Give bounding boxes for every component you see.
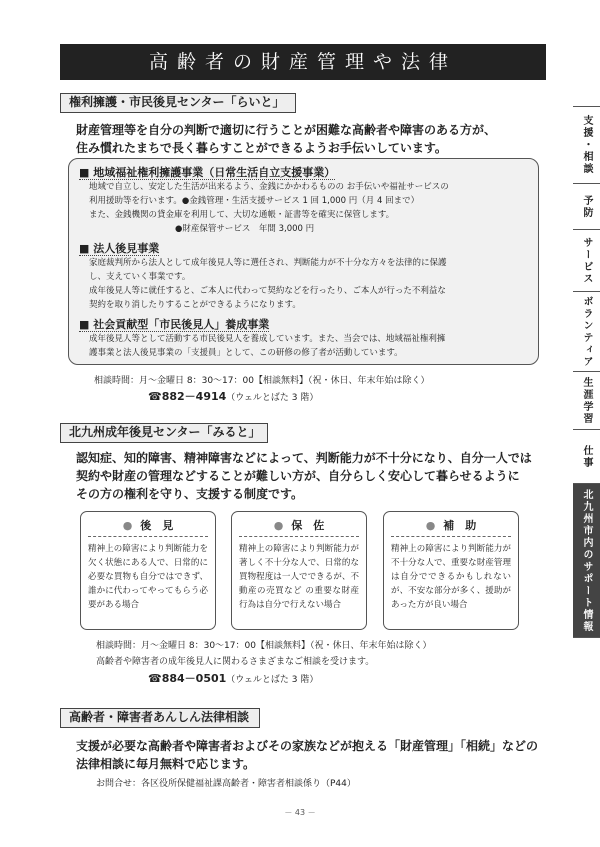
tel-note: （ウェルとばた 3 階）	[226, 675, 319, 685]
tab-lifelong-learning[interactable]: 生涯学習	[573, 372, 600, 430]
bullet-icon: ●	[122, 519, 133, 532]
service-heading: ■ 社会貢献型「市民後見人」養成事業	[79, 318, 270, 331]
section-lead-raito	[76, 121, 496, 157]
lead-line: 契約や財産の管理などすることが難しい方が、自分らしく安心して暮らせるように	[76, 469, 520, 483]
service-text: 家庭裁判所から法人として成年後見人等に選任され、判断能力が不十分な方々を法律的に保護	[89, 258, 447, 268]
section-lead-miruto	[76, 449, 532, 503]
tab-work[interactable]: 仕事	[573, 430, 600, 484]
phone-number: ☎882－4914	[148, 390, 227, 403]
service-block	[79, 165, 528, 236]
service-heading: ■ 法人後見事業	[79, 242, 160, 255]
consult-hours: 相談時間：月～金曜日 8：30～17：00【相談無料】（祝・休日、年末年始は除く）	[96, 641, 432, 651]
lead-line: 財産管理等を自分の判断で適切に行うことが困難な高齢者や障害のある方が、	[76, 123, 497, 137]
tab-support[interactable]: 支援・相談	[573, 106, 600, 184]
lead-line: 法律相談に毎月無料で応じます。	[76, 757, 256, 771]
side-tabs	[573, 106, 600, 638]
tab-kitakyushu-support[interactable]: 北九州市内のサポート情報	[573, 484, 600, 638]
consult-note: 高齢者や障害者の成年後見人に関わるさまざまなご相談を受けます。	[96, 657, 375, 667]
contact-tel	[148, 389, 318, 406]
section-lead-legal	[76, 737, 538, 773]
card-title: ● 補 助	[391, 517, 511, 537]
services-box	[68, 158, 539, 365]
service-text: 護事業と法人後見事業の「支援員」として、この研修の修了者が活動しています。	[89, 348, 403, 358]
card-title: ● 保 佐	[239, 517, 359, 537]
service-block	[79, 317, 528, 360]
service-text: 地域で自立し、安定した生活が出来るよう、金銭にかかわるものの お手伝いや福祉サービスの	[89, 182, 449, 192]
contact-info: お問合せ：各区役所保健福祉課高齢者・障害者相談係り（P44）	[96, 779, 356, 789]
section-title-legal: 高齢者・障害者あんしん法律相談	[60, 708, 260, 728]
card-text: 精神上の障害により判断能力が不十分な人で、重要な財産管理は自分でできるかもしれないが、不安な部分が多く、援助があった方が良い場合	[391, 544, 511, 610]
service-text: 契約を取り消したりすることができるようになります。	[89, 300, 301, 310]
consult-hours: 相談時間：月～金曜日 8：30～17：00【相談無料】（祝・休日、年末年始は除く）	[94, 376, 430, 386]
lead-line: 認知症、知的障害、精神障害などによって、判断能力が不十分になり、自分一人では	[76, 451, 532, 465]
tel-note: （ウェルとばた 3 階）	[226, 393, 319, 403]
bullet-icon: ●	[425, 519, 436, 532]
lead-line: 住み慣れたまちで長く暮らすことができるようお手伝いしています。	[76, 141, 447, 155]
service-heading: ■ 地域福祉権利擁護事業（日常生活自立支援事業）	[79, 166, 336, 179]
page-title: 高齢者の財産管理や法律	[60, 44, 546, 80]
lead-line: その方の権利を守り、支援する制度です。	[76, 487, 304, 501]
service-text: また、金銭機関の貸金庫を利用して、大切な通帳・証書等を確実に保管します。	[89, 210, 395, 220]
lead-line: 支援が必要な高齢者や障害者およびその家族などが抱える「財産管理」「相続」などの	[76, 739, 539, 753]
card-hojo	[383, 511, 519, 630]
service-text: 成年後見人等に就任すると、ご本人に代わって契約などを行ったり、ご本人が行った不利益な	[89, 286, 446, 296]
contact-tel	[148, 671, 318, 688]
phone-number: ☎884－0501	[148, 672, 227, 685]
service-text: ●財産保管サービス 年間 3,000 円	[175, 224, 315, 234]
bullet-icon: ●	[273, 519, 284, 532]
tab-volunteer[interactable]: ボランティア	[573, 292, 600, 372]
service-text: し、支えていく事業です。	[89, 272, 191, 282]
tab-service[interactable]: サービス	[573, 230, 600, 292]
section-title-raito: 権利擁護・市民後見センター「らいと」	[60, 93, 296, 113]
page-number: － 43 －	[284, 808, 316, 817]
service-text: 成年後見人等として活動する市民後見人を養成しています。また、当会では、地域福祉権利擁	[89, 334, 446, 344]
service-block	[79, 241, 528, 312]
card-title: ● 後 見	[88, 517, 208, 537]
card-text: 精神上の障害により判断能力が著しく不十分な人で、日常的な買物程度は一人でできるが、不動産の売買など の重要な財産行為は自分で行えない場合	[239, 544, 359, 610]
tab-prevention[interactable]: 予防	[573, 184, 600, 230]
card-kouken	[80, 511, 216, 630]
card-hosa	[231, 511, 367, 630]
card-text: 精神上の障害により判断能力を欠く状態にある人で、日常的に必要な買物も自分ではできず、誰かに代わってやってもらう必要がある場合	[88, 544, 208, 610]
service-text: 利用援助等を行います。●金銭管理・生活支援サービス 1 回 1,000 円（月 4 回まで）	[89, 196, 420, 206]
section-title-miruto: 北九州成年後見センター「みると」	[60, 423, 268, 443]
